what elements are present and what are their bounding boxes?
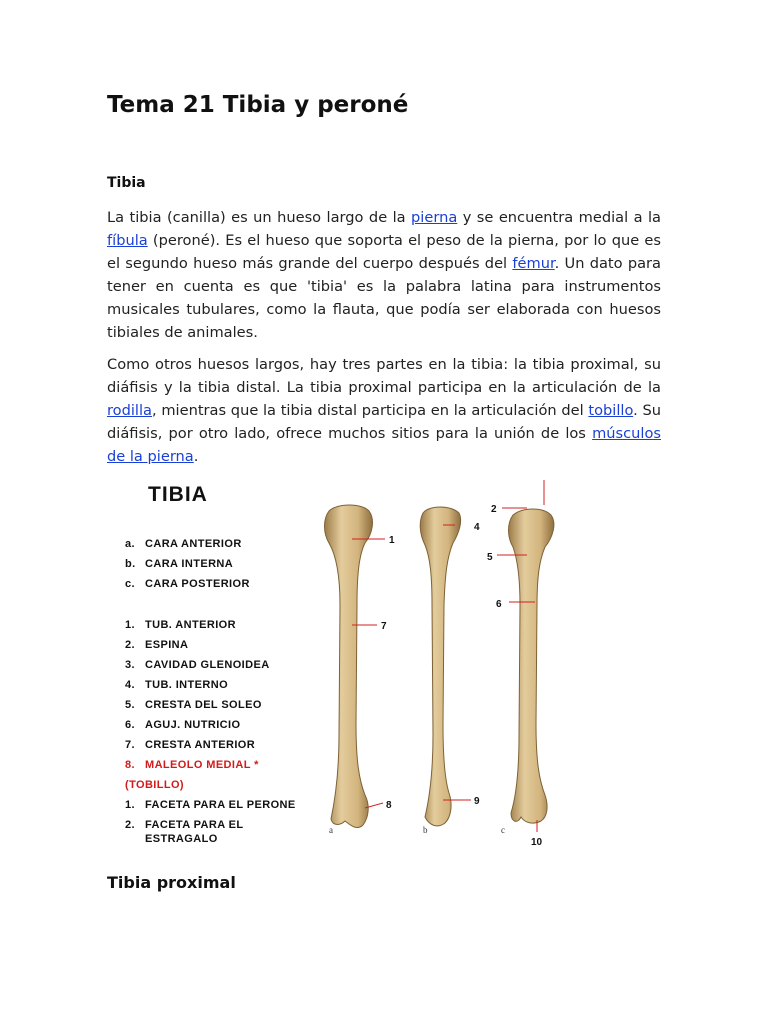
callout-9: 9: [474, 796, 480, 807]
callout-5: 5: [487, 552, 493, 563]
legend-key: 5.: [125, 699, 135, 711]
tibia-posterior-view: [509, 509, 554, 823]
callout-8: 8: [386, 800, 392, 811]
legend-text: AGUJ. NUTRICIO: [145, 719, 241, 731]
legend-key: a.: [125, 538, 135, 550]
paragraph-parts: [107, 353, 661, 468]
callout-7: 7: [381, 621, 387, 632]
legend-text: CARA ANTERIOR: [145, 538, 242, 550]
link-musculos-pierna[interactable]: músculos de la pierna: [107, 425, 661, 465]
legend-text: TUB. INTERNO: [145, 679, 229, 691]
tibia-medial-view: [420, 507, 460, 826]
callout-1: 1: [389, 535, 395, 546]
callout-2: 2: [491, 504, 497, 515]
legend-key: 2.: [125, 819, 135, 831]
link-rodilla[interactable]: rodilla: [107, 402, 152, 419]
text-run: , mientras que la tibia distal participa en la articulación del: [151, 402, 589, 419]
callout-10: 10: [531, 837, 543, 848]
link-tobillo[interactable]: tobillo: [588, 402, 634, 419]
section-heading-tibia-proximal: Tibia proximal: [107, 873, 236, 892]
legend-text: (TOBILLO): [125, 779, 184, 791]
callout-4: 4: [474, 522, 480, 533]
legend-text: CARA INTERNA: [145, 558, 234, 570]
text-run: La tibia (canilla) es un hueso largo de la: [107, 209, 412, 226]
tibia-figure: [107, 475, 667, 865]
text-run: . Un dato para tener en cuenta es que 'tibia' es la palabra latina para instrumentos musicales tubulares, como la flauta, que podía ser elaborada con huesos tibiales de animales.: [107, 255, 661, 341]
legend-text: CRESTA DEL SOLEO: [145, 699, 262, 711]
text-run: . Su diáfisis, por otro lado, ofrece muchos sitios para la unión de los: [107, 402, 661, 442]
legend-key: 4.: [125, 679, 135, 691]
link-pierna[interactable]: pierna: [411, 209, 458, 226]
paragraph-intro: [107, 206, 661, 344]
legend-text: CARA POSTERIOR: [145, 578, 250, 590]
legend-key: b.: [125, 558, 136, 570]
legend-text: FACETA PARA EL ESTRAGALO: [145, 819, 244, 845]
section-heading-tibia: Tibia: [107, 175, 146, 191]
legend-key: 6.: [125, 719, 135, 731]
callout-6: 6: [496, 599, 502, 610]
legend-text: MALEOLO MEDIAL *: [145, 759, 259, 771]
figure-title: TIBIA: [148, 483, 208, 506]
legend-text: FACETA PARA EL PERONE: [145, 799, 296, 811]
view-label-c: c: [501, 825, 505, 835]
text-run: Como otros huesos largos, hay tres partes en la tibia: la tibia proximal, su diáfisis y la tibia distal. La tibia proximal participa en la articulación de la: [107, 356, 661, 396]
view-label-b: b: [423, 825, 428, 835]
text-run: .: [193, 448, 199, 465]
page-title: Tema 21 Tibia y peroné: [107, 92, 409, 118]
text-run: y se encuentra medial a la: [457, 209, 661, 226]
view-label-a: a: [329, 825, 333, 835]
legend-key: 7.: [125, 739, 135, 751]
text-run: (peroné). Es el hueso que soporta el peso de la pierna, por lo que es el segundo hueso más grande del cuerpo después del: [107, 232, 661, 272]
bone-illustration: [107, 475, 667, 865]
legend-text: CAVIDAD GLENOIDEA: [145, 659, 270, 671]
legend-key: 8.: [125, 759, 135, 771]
legend-key: 1.: [125, 799, 135, 811]
legend-text: TUB. ANTERIOR: [145, 619, 236, 631]
link-fibula[interactable]: fíbula: [107, 232, 148, 249]
link-femur[interactable]: fémur: [512, 255, 555, 272]
legend-text: ESPINA: [145, 639, 189, 651]
legend-key: 1.: [125, 619, 135, 631]
tibia-anterior-view: [325, 505, 373, 828]
legend-text: CRESTA ANTERIOR: [145, 739, 256, 751]
legend-key: 3.: [125, 659, 135, 671]
legend-key: 2.: [125, 639, 135, 651]
legend-key: c.: [125, 578, 135, 590]
